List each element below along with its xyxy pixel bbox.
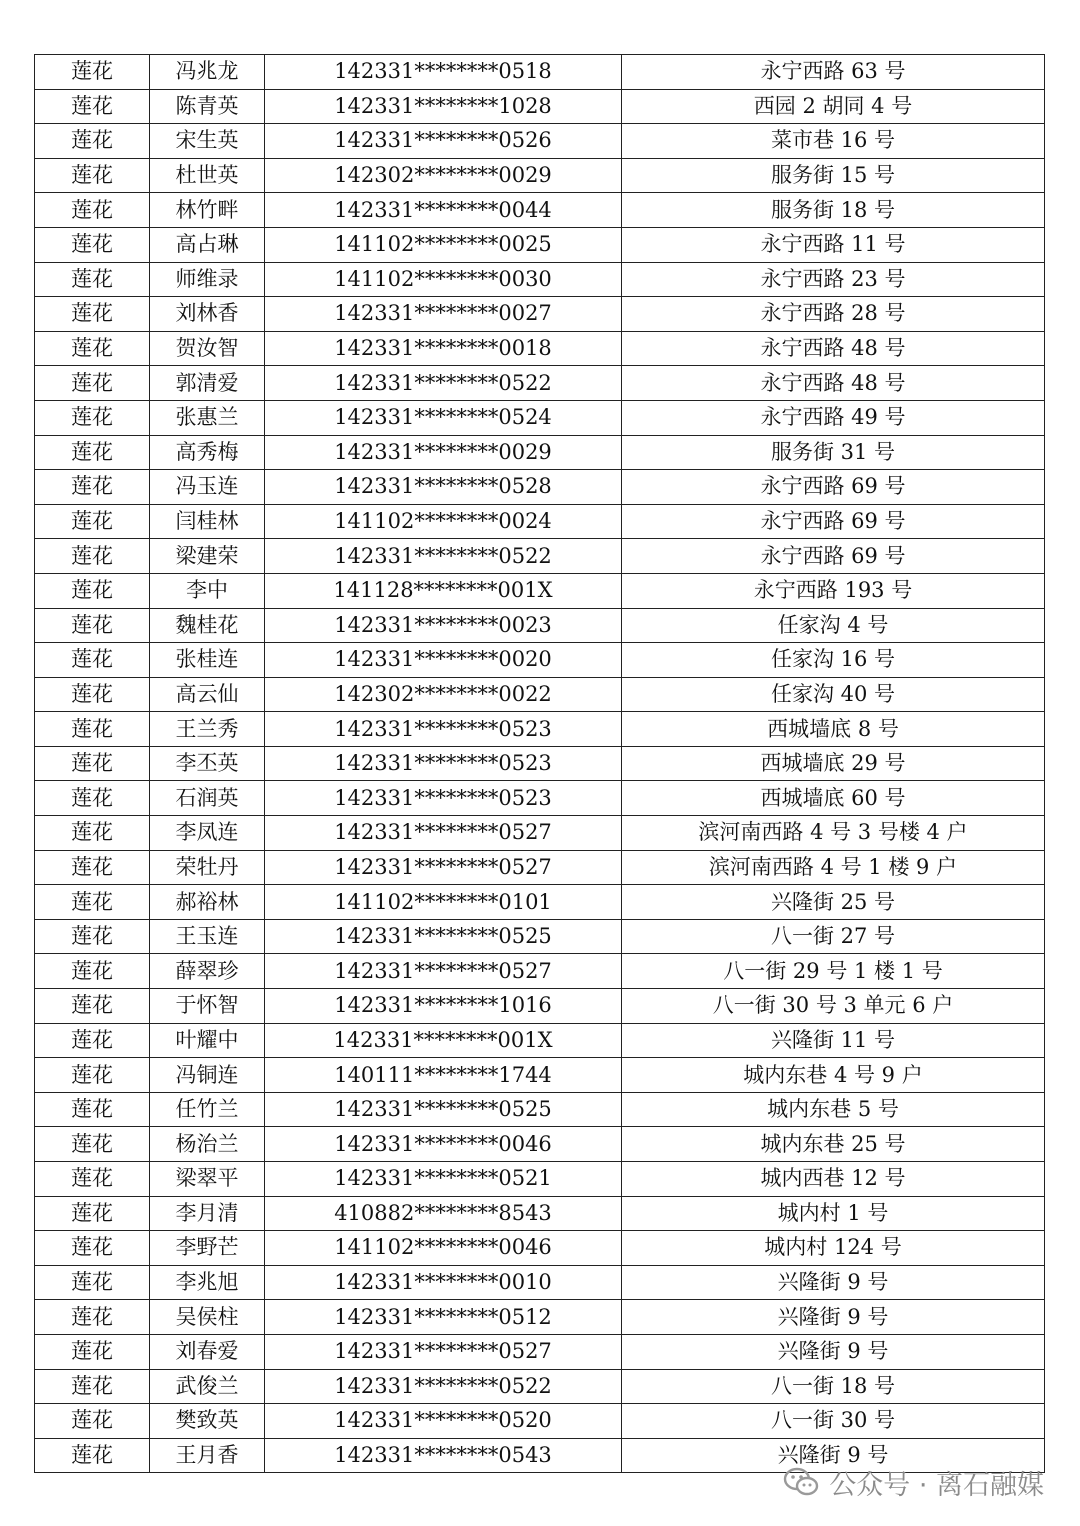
cell-area: 莲花 [35, 193, 150, 228]
cell-id: 142331********0524 [265, 400, 622, 435]
cell-name: 王玉连 [150, 919, 265, 954]
cell-area: 莲花 [35, 89, 150, 124]
cell-area: 莲花 [35, 1369, 150, 1404]
cell-name: 王兰秀 [150, 712, 265, 747]
cell-address: 滨河南西路 4 号 3 号楼 4 户 [622, 816, 1045, 851]
cell-address: 八一街 30 号 3 单元 6 户 [622, 989, 1045, 1024]
cell-id: 142331********0523 [265, 712, 622, 747]
cell-area: 莲花 [35, 643, 150, 678]
cell-id: 142331********0527 [265, 954, 622, 989]
cell-id: 142331********0010 [265, 1265, 622, 1300]
cell-id: 142331********0521 [265, 1162, 622, 1197]
cell-name: 郝裕林 [150, 885, 265, 920]
cell-address: 永宁西路 48 号 [622, 366, 1045, 401]
table-row [35, 919, 1045, 954]
wechat-icon [783, 1467, 819, 1497]
cell-area: 莲花 [35, 1196, 150, 1231]
cell-name: 高占琳 [150, 227, 265, 262]
cell-area: 莲花 [35, 954, 150, 989]
cell-name: 师维录 [150, 262, 265, 297]
cell-area: 莲花 [35, 1300, 150, 1335]
cell-name: 张桂连 [150, 643, 265, 678]
cell-area: 莲花 [35, 331, 150, 366]
cell-name: 李凤连 [150, 816, 265, 851]
cell-address: 服务街 31 号 [622, 435, 1045, 470]
table-row [35, 1196, 1045, 1231]
cell-id: 141102********0030 [265, 262, 622, 297]
cell-area: 莲花 [35, 158, 150, 193]
cell-name: 石润英 [150, 781, 265, 816]
cell-area: 莲花 [35, 1334, 150, 1369]
cell-area: 莲花 [35, 573, 150, 608]
cell-address: 八一街 18 号 [622, 1369, 1045, 1404]
cell-address: 永宁西路 23 号 [622, 262, 1045, 297]
cell-name: 闫桂林 [150, 504, 265, 539]
cell-name: 高秀梅 [150, 435, 265, 470]
cell-area: 莲花 [35, 1162, 150, 1197]
cell-id: 142331********0543 [265, 1438, 622, 1473]
cell-area: 莲花 [35, 712, 150, 747]
table-row [35, 1334, 1045, 1369]
cell-area: 莲花 [35, 1438, 150, 1473]
cell-area: 莲花 [35, 400, 150, 435]
cell-area: 莲花 [35, 816, 150, 851]
cell-id: 142331********0527 [265, 850, 622, 885]
cell-name: 李野芒 [150, 1231, 265, 1266]
cell-area: 莲花 [35, 989, 150, 1024]
cell-address: 兴隆街 9 号 [622, 1300, 1045, 1335]
table-row [35, 1058, 1045, 1093]
cell-area: 莲花 [35, 262, 150, 297]
cell-address: 服务街 18 号 [622, 193, 1045, 228]
cell-address: 永宁西路 28 号 [622, 297, 1045, 332]
cell-address: 永宁西路 69 号 [622, 504, 1045, 539]
cell-area: 莲花 [35, 608, 150, 643]
cell-id: 142331********0520 [265, 1404, 622, 1439]
table-row [35, 1127, 1045, 1162]
cell-area: 莲花 [35, 1058, 150, 1093]
cell-name: 梁建荣 [150, 539, 265, 574]
table-row [35, 608, 1045, 643]
cell-name: 贺汝智 [150, 331, 265, 366]
cell-address: 永宁西路 48 号 [622, 331, 1045, 366]
table-row [35, 297, 1045, 332]
table-row [35, 158, 1045, 193]
table-row [35, 89, 1045, 124]
cell-area: 莲花 [35, 470, 150, 505]
cell-address: 任家沟 4 号 [622, 608, 1045, 643]
table-row [35, 1023, 1045, 1058]
table-row [35, 470, 1045, 505]
cell-address: 永宁西路 193 号 [622, 573, 1045, 608]
table-row [35, 124, 1045, 159]
cell-name: 郭清爱 [150, 366, 265, 401]
cell-address: 永宁西路 69 号 [622, 539, 1045, 574]
cell-id: 142331********0023 [265, 608, 622, 643]
cell-id: 140111********1744 [265, 1058, 622, 1093]
table-row [35, 712, 1045, 747]
cell-name: 杜世英 [150, 158, 265, 193]
cell-id: 142331********001X [265, 1023, 622, 1058]
cell-id: 142331********1016 [265, 989, 622, 1024]
cell-address: 城内西巷 12 号 [622, 1162, 1045, 1197]
cell-area: 莲花 [35, 677, 150, 712]
table-row [35, 850, 1045, 885]
cell-address: 八一街 27 号 [622, 919, 1045, 954]
cell-id: 142331********0512 [265, 1300, 622, 1335]
table-row [35, 1404, 1045, 1439]
cell-area: 莲花 [35, 504, 150, 539]
table-row [35, 504, 1045, 539]
cell-name: 李月清 [150, 1196, 265, 1231]
cell-address: 城内东巷 25 号 [622, 1127, 1045, 1162]
cell-name: 刘春爱 [150, 1334, 265, 1369]
table-row [35, 1265, 1045, 1300]
cell-address: 菜市巷 16 号 [622, 124, 1045, 159]
cell-name: 冯兆龙 [150, 55, 265, 90]
cell-area: 莲花 [35, 1092, 150, 1127]
cell-address: 服务街 15 号 [622, 158, 1045, 193]
cell-id: 142331********0526 [265, 124, 622, 159]
table-row [35, 954, 1045, 989]
cell-area: 莲花 [35, 746, 150, 781]
cell-id: 142331********0518 [265, 55, 622, 90]
cell-name: 李中 [150, 573, 265, 608]
cell-name: 林竹畔 [150, 193, 265, 228]
table-row [35, 193, 1045, 228]
cell-name: 魏桂花 [150, 608, 265, 643]
cell-id: 410882********8543 [265, 1196, 622, 1231]
cell-address: 永宁西路 63 号 [622, 55, 1045, 90]
cell-id: 142331********0044 [265, 193, 622, 228]
cell-name: 陈青英 [150, 89, 265, 124]
cell-area: 莲花 [35, 539, 150, 574]
table-row [35, 55, 1045, 90]
cell-name: 吴侯柱 [150, 1300, 265, 1335]
cell-name: 高云仙 [150, 677, 265, 712]
cell-id: 142331********0522 [265, 366, 622, 401]
table-row [35, 746, 1045, 781]
table-row [35, 1300, 1045, 1335]
cell-area: 莲花 [35, 55, 150, 90]
cell-area: 莲花 [35, 435, 150, 470]
table-row [35, 816, 1045, 851]
cell-address: 任家沟 40 号 [622, 677, 1045, 712]
watermark-text: 公众号 · 离石融媒 [829, 1469, 1044, 1501]
cell-id: 142331********0046 [265, 1127, 622, 1162]
cell-name: 宋生英 [150, 124, 265, 159]
cell-id: 141128********001X [265, 573, 622, 608]
cell-area: 莲花 [35, 1404, 150, 1439]
cell-name: 李兆旭 [150, 1265, 265, 1300]
cell-area: 莲花 [35, 781, 150, 816]
cell-area: 莲花 [35, 366, 150, 401]
cell-id: 142331********0525 [265, 1092, 622, 1127]
table-row [35, 539, 1045, 574]
cell-name: 冯玉连 [150, 470, 265, 505]
cell-area: 莲花 [35, 227, 150, 262]
cell-id: 142302********0029 [265, 158, 622, 193]
table-row [35, 573, 1045, 608]
cell-address: 西城墙底 60 号 [622, 781, 1045, 816]
cell-id: 142331********0522 [265, 1369, 622, 1404]
cell-area: 莲花 [35, 1127, 150, 1162]
cell-id: 142331********0522 [265, 539, 622, 574]
cell-address: 八一街 29 号 1 楼 1 号 [622, 954, 1045, 989]
cell-address: 永宁西路 69 号 [622, 470, 1045, 505]
table-row [35, 677, 1045, 712]
cell-area: 莲花 [35, 919, 150, 954]
table-row [35, 400, 1045, 435]
cell-name: 张惠兰 [150, 400, 265, 435]
cell-address: 兴隆街 9 号 [622, 1438, 1045, 1473]
residents-table [34, 54, 1045, 1473]
cell-area: 莲花 [35, 1023, 150, 1058]
cell-area: 莲花 [35, 297, 150, 332]
watermark [783, 1462, 1044, 1502]
cell-name: 樊致英 [150, 1404, 265, 1439]
cell-id: 141102********0046 [265, 1231, 622, 1266]
table-row [35, 331, 1045, 366]
cell-address: 永宁西路 11 号 [622, 227, 1045, 262]
cell-id: 142331********0528 [265, 470, 622, 505]
cell-address: 滨河南西路 4 号 1 楼 9 户 [622, 850, 1045, 885]
table-row [35, 262, 1045, 297]
cell-id: 142331********0018 [265, 331, 622, 366]
cell-name: 刘林香 [150, 297, 265, 332]
cell-name: 任竹兰 [150, 1092, 265, 1127]
cell-area: 莲花 [35, 124, 150, 159]
table-row [35, 1092, 1045, 1127]
cell-name: 杨治兰 [150, 1127, 265, 1162]
cell-address: 城内村 124 号 [622, 1231, 1045, 1266]
cell-name: 于怀智 [150, 989, 265, 1024]
table-row [35, 227, 1045, 262]
cell-address: 兴隆街 9 号 [622, 1265, 1045, 1300]
cell-address: 兴隆街 11 号 [622, 1023, 1045, 1058]
cell-id: 141102********0101 [265, 885, 622, 920]
cell-area: 莲花 [35, 1265, 150, 1300]
table-row [35, 989, 1045, 1024]
table-row [35, 366, 1045, 401]
cell-name: 梁翠平 [150, 1162, 265, 1197]
cell-id: 142302********0022 [265, 677, 622, 712]
cell-address: 永宁西路 49 号 [622, 400, 1045, 435]
cell-name: 冯铜连 [150, 1058, 265, 1093]
table-body [35, 55, 1045, 1473]
table-row [35, 781, 1045, 816]
cell-id: 142331********1028 [265, 89, 622, 124]
cell-address: 城内东巷 4 号 9 户 [622, 1058, 1045, 1093]
cell-area: 莲花 [35, 1231, 150, 1266]
table-row [35, 885, 1045, 920]
cell-id: 141102********0025 [265, 227, 622, 262]
cell-address: 城内村 1 号 [622, 1196, 1045, 1231]
cell-name: 李丕英 [150, 746, 265, 781]
table-row [35, 1369, 1045, 1404]
cell-address: 西城墙底 29 号 [622, 746, 1045, 781]
cell-id: 142331********0527 [265, 1334, 622, 1369]
table-row [35, 1231, 1045, 1266]
cell-name: 武俊兰 [150, 1369, 265, 1404]
cell-id: 142331********0523 [265, 781, 622, 816]
cell-name: 王月香 [150, 1438, 265, 1473]
table-row [35, 1162, 1045, 1197]
cell-id: 142331********0029 [265, 435, 622, 470]
cell-name: 薛翠珍 [150, 954, 265, 989]
cell-address: 八一街 30 号 [622, 1404, 1045, 1439]
cell-id: 142331********0523 [265, 746, 622, 781]
cell-name: 荣牡丹 [150, 850, 265, 885]
cell-id: 142331********0027 [265, 297, 622, 332]
cell-address: 兴隆街 25 号 [622, 885, 1045, 920]
cell-id: 142331********0525 [265, 919, 622, 954]
cell-id: 142331********0020 [265, 643, 622, 678]
cell-address: 西城墙底 8 号 [622, 712, 1045, 747]
cell-area: 莲花 [35, 850, 150, 885]
cell-address: 西园 2 胡同 4 号 [622, 89, 1045, 124]
cell-address: 任家沟 16 号 [622, 643, 1045, 678]
cell-area: 莲花 [35, 885, 150, 920]
cell-address: 城内东巷 5 号 [622, 1092, 1045, 1127]
cell-address: 兴隆街 9 号 [622, 1334, 1045, 1369]
cell-id: 141102********0024 [265, 504, 622, 539]
cell-id: 142331********0527 [265, 816, 622, 851]
table-row [35, 435, 1045, 470]
cell-name: 叶耀中 [150, 1023, 265, 1058]
table-row [35, 643, 1045, 678]
